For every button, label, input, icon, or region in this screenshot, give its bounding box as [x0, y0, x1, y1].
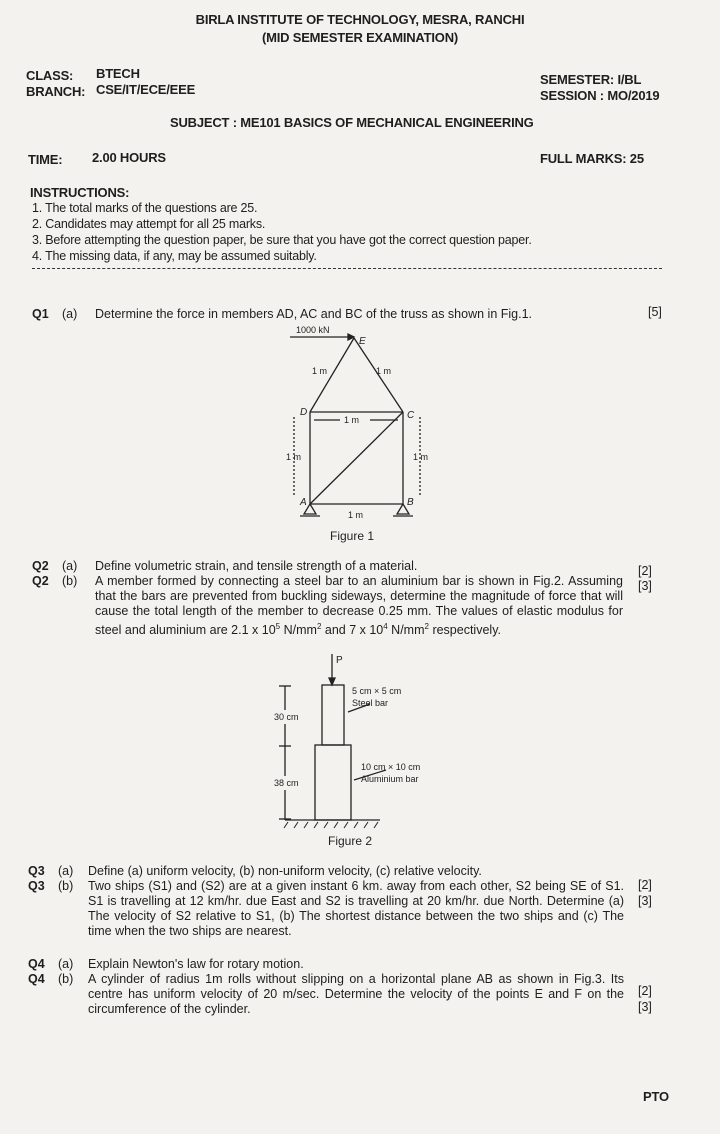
text-run: A member formed by connecting a steel bar to an aluminium bar is shown in Fig.2. Assuming that the bars are prevented from buckling sideways, determine the magnitude of force that will cause the total length of the member to decrease 0.25 mm. The values of elastic modulus for steel and aluminium are 2.1 x 10 [95, 574, 623, 638]
node-a: A [300, 497, 307, 508]
question-text: Determine the force in members AD, AC and BC of the truss as shown in Fig.1. [95, 307, 532, 321]
question-part: (a) [62, 307, 78, 321]
figure-2-caption: Figure 2 [328, 834, 373, 848]
question-marks: [2] [638, 564, 652, 578]
dim-ce: 1 m [376, 366, 392, 376]
dim-ab: 1 m [348, 510, 364, 520]
class-value: BTECH [96, 66, 140, 81]
instruction-item: 2. Candidates may attempt for all 25 marks. [32, 217, 266, 231]
unit: N/mm [387, 623, 425, 638]
unit: N/mm [280, 623, 317, 638]
aluminium-size-label: 10 cm × 10 cm [361, 762, 421, 772]
pto-label: PTO [643, 1089, 669, 1104]
question-marks: [2] [638, 878, 652, 892]
instruction-item: 4. The missing data, if any, may be assumed suitably. [32, 249, 317, 263]
node-e: E [359, 336, 366, 347]
exponent: 5 [275, 622, 281, 631]
figure-1-truss [270, 322, 430, 547]
question-marks: [5] [648, 305, 662, 319]
question-marks: [2] [638, 984, 652, 998]
question-number: Q4 [28, 972, 45, 986]
question-number: Q1 [32, 307, 49, 321]
institute-name: BIRLA INSTITUTE OF TECHNOLOGY, MESRA, RANCHI [195, 12, 525, 27]
steel-bar [322, 685, 344, 745]
node-b: B [407, 497, 414, 508]
instruction-item: 3. Before attempting the question paper, be sure that you have got the correct question paper. [32, 233, 532, 247]
text-run: respectively. [428, 623, 501, 638]
load-label: 1000 kN [296, 325, 330, 335]
exponent: 4 [383, 622, 388, 631]
instruction-item: 1. The total marks of the questions are 25. [32, 201, 258, 215]
divider [32, 268, 662, 269]
branch-value: CSE/IT/ECE/EEE [96, 82, 196, 97]
steel-length-label: 30 cm [274, 712, 299, 722]
node-c: C [407, 410, 415, 421]
session: SESSION : MO/2019 [540, 88, 660, 103]
question-part: (a) [62, 559, 78, 573]
dim-de: 1 m [312, 366, 328, 376]
question-number: Q4 [28, 957, 45, 971]
exponent: 2 [424, 622, 429, 631]
steel-size-label: 5 cm × 5 cm [352, 686, 402, 696]
dim-dc: 1 m [344, 415, 360, 425]
dim-ad: 1 m [286, 452, 302, 462]
instructions-title: INSTRUCTIONS: [30, 185, 130, 200]
exam-type: (MID SEMESTER EXAMINATION) [261, 30, 459, 45]
branch-label: BRANCH: [26, 84, 86, 99]
time-value: 2.00 HOURS [92, 150, 166, 165]
member-ac [310, 412, 403, 504]
node-d: D [300, 407, 308, 418]
exponent: 2 [316, 622, 322, 631]
text-run: and 7 x 10 [321, 623, 384, 638]
question-marks: [3] [638, 1000, 652, 1014]
question-text [95, 574, 623, 638]
aluminium-length-label: 38 cm [274, 778, 299, 788]
aluminium-bar [315, 745, 351, 820]
class-label: CLASS: [26, 68, 74, 83]
figure-1-caption: Figure 1 [330, 529, 375, 543]
question-marks: [3] [638, 579, 652, 593]
question-text: Define volumetric strain, and tensile strength of a material. [95, 559, 418, 573]
load-p-label: P [336, 655, 343, 666]
question-marks: [3] [638, 894, 652, 908]
aluminium-name-label: Aluminium bar [361, 774, 419, 784]
question-part: (b) [58, 972, 74, 986]
question-number: Q2 [32, 574, 49, 588]
question-number: Q3 [28, 864, 45, 878]
question-part: (a) [58, 957, 74, 971]
semester: SEMESTER: I/BL [540, 72, 642, 87]
question-part: (b) [58, 879, 74, 893]
question-number: Q2 [32, 559, 49, 573]
question-text: Define (a) uniform velocity, (b) non-uniform velocity, (c) relative velocity. [88, 864, 482, 878]
subject: SUBJECT : ME101 BASICS OF MECHANICAL ENGINEERING [170, 115, 534, 130]
question-text: Two ships (S1) and (S2) are at a given instant 6 km. away from each other, S2 being SE of S1. S1 is travelling at 12 km/hr. due East and S2 is travelling at 20 km/hr. due North. Determine (a) The velocity of S2 relative to S1, (b) The shortest distance between the two ships and (c) The time when the two ships are nearest. [88, 879, 624, 938]
dim-bc: 1 m [413, 452, 429, 462]
question-number: Q3 [28, 879, 45, 893]
question-part: (b) [62, 574, 78, 588]
question-text: Explain Newton's law for rotary motion. [88, 957, 304, 971]
question-part: (a) [58, 864, 74, 878]
figure-2-bars [270, 652, 460, 852]
full-marks: FULL MARKS: 25 [540, 151, 644, 166]
time-label: TIME: [28, 152, 63, 167]
question-text: A cylinder of radius 1m rolls without slipping on a horizontal plane AB as shown in Fig.3. Its centre has uniform velocity of 20 m/sec. Determine the velocity of the points E and F on the circumference of the cylinder. [88, 972, 624, 1016]
steel-name-label: Steel bar [352, 698, 389, 708]
